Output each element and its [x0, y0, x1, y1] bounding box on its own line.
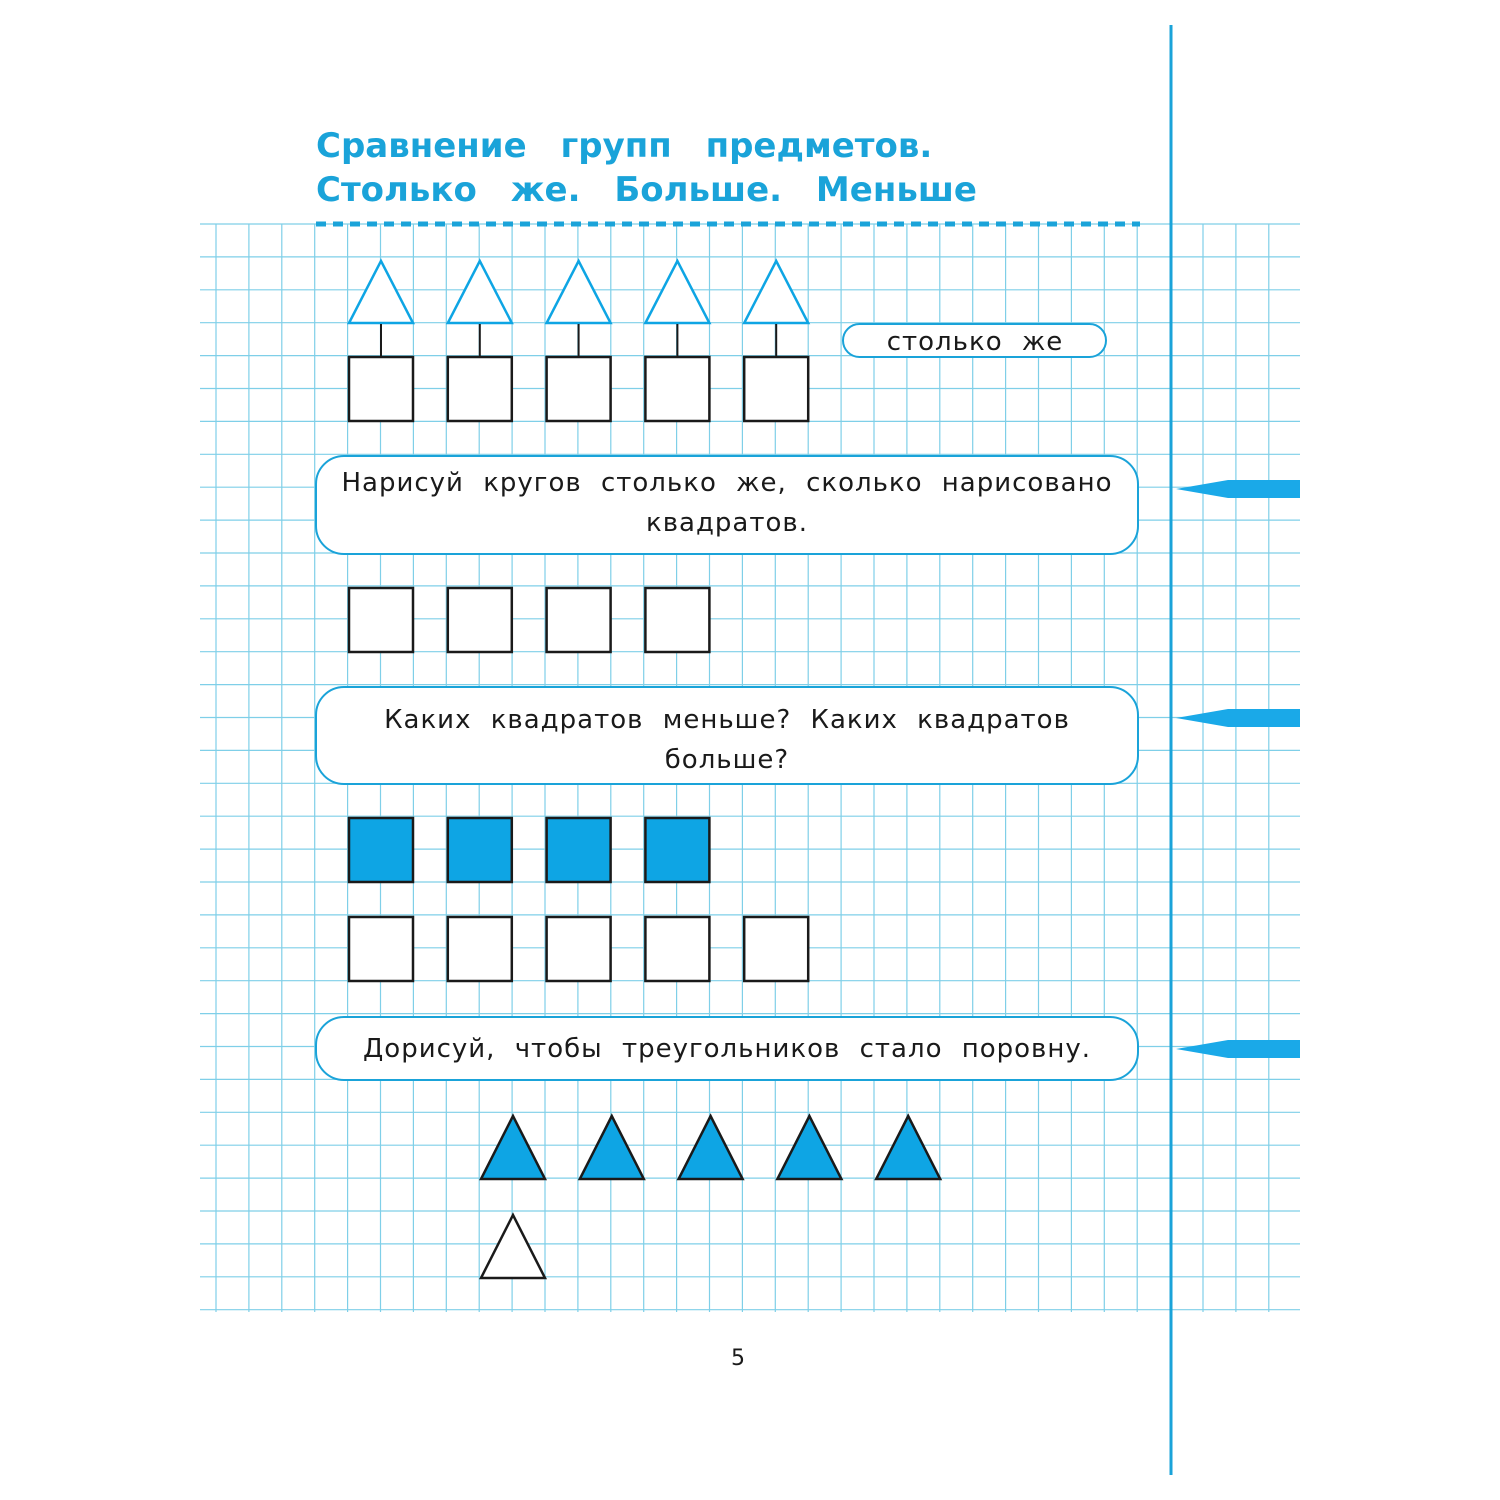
section1-triangles-row: [349, 261, 808, 323]
blue-triangle: [580, 1116, 644, 1179]
task1-instruction: Нарисуй кругов столько же, сколько нарисовано квадратов.: [341, 468, 1113, 538]
white-square: [744, 357, 808, 421]
task1-squares-row: [349, 588, 709, 652]
white-square: [645, 588, 709, 652]
blue-square: [448, 818, 512, 882]
page-title-line2: Столько же. Больше. Меньше: [316, 170, 977, 210]
blue-square: [547, 818, 611, 882]
white-square: [547, 588, 611, 652]
blue-triangle: [777, 1116, 841, 1179]
section1-connector-lines: [381, 324, 776, 357]
white-square: [448, 357, 512, 421]
blue-triangle: [876, 1116, 940, 1179]
outline-triangle: [645, 261, 709, 323]
white-square: [547, 357, 611, 421]
white-square: [744, 917, 808, 981]
white-square: [349, 917, 413, 981]
task3-instruction: Дорисуй, чтобы треугольников стало поровну.: [362, 1034, 1092, 1064]
white-square: [448, 917, 512, 981]
blue-triangle: [481, 1116, 545, 1179]
task2-white-squares-row: [349, 917, 808, 981]
outline-triangle: [547, 261, 611, 323]
page-title-line1: Сравнение групп предметов.: [316, 126, 933, 166]
blue-square: [645, 818, 709, 882]
outline-triangle: [349, 261, 413, 323]
blue-square: [349, 818, 413, 882]
outline-triangle: [744, 261, 808, 323]
page-number: 5: [731, 1346, 745, 1371]
white-triangle: [481, 1215, 545, 1278]
task2-instruction: Каких квадратов меньше? Каких квадратов больше?: [384, 705, 1070, 775]
blue-triangle: [679, 1116, 743, 1179]
white-square: [349, 588, 413, 652]
white-square: [547, 917, 611, 981]
task3-white-triangles-row: [481, 1215, 545, 1278]
outline-triangle: [448, 261, 512, 323]
task2-blue-squares-row: [349, 818, 709, 882]
pencil-marker-task1: [1176, 480, 1300, 498]
white-square: [645, 917, 709, 981]
label-same-amount: столько же: [886, 327, 1064, 357]
pencil-marker-task3: [1176, 1040, 1300, 1058]
task3-blue-triangles-row: [481, 1116, 940, 1179]
white-square: [349, 357, 413, 421]
white-square: [448, 588, 512, 652]
pencil-marker-task2: [1176, 709, 1300, 727]
white-square: [645, 357, 709, 421]
